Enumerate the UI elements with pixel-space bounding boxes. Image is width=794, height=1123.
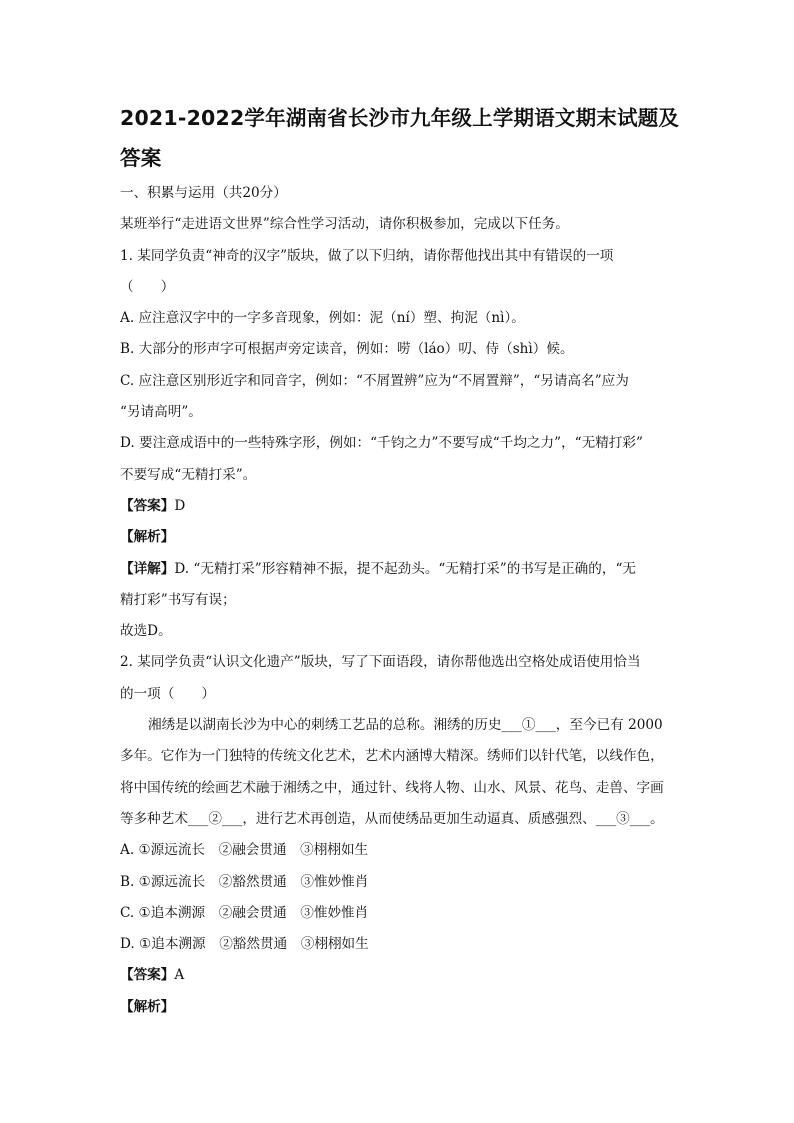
section-heading: 一、积累与运用（共20分） xyxy=(120,185,287,201)
answer-tag: 【答案】 xyxy=(120,497,175,514)
question-2 xyxy=(120,647,680,1023)
section-intro: 某班举行“走进语文世界”综合性学习活动，请你积极参加，完成以下任务。 xyxy=(120,216,569,233)
answer-value: D xyxy=(174,497,186,514)
analysis-tag: 【解析】 xyxy=(120,998,175,1015)
title-line-2: 答案 xyxy=(120,146,162,170)
question-1-option-c-line-1: C. 应注意区别形近字和同音字，例如：“不屑置辨”应为“不屑置辩”，“另请高名”应为 xyxy=(120,372,629,389)
answer-value: A xyxy=(174,967,185,984)
question-1-option-c-line-2: “另请高明”。 xyxy=(120,404,202,421)
question-2-analysis xyxy=(120,992,680,1023)
question-1-option-a: A. 应注意汉字中的一字多音现象，例如：泥（ní）塑、拘泥（nì）。 xyxy=(120,310,525,327)
question-2-passage-line-4: 等多种艺术___②___，进行艺术再创造，从而使绣品更加生动逼真、质感强烈、___③___。 xyxy=(120,810,664,827)
question-1-stem-line-2: （ ） xyxy=(120,278,175,295)
answer-tag: 【答案】 xyxy=(120,967,175,984)
detail-tag: 【详解】 xyxy=(120,560,175,577)
title-line-1: 2021-2022学年湖南省长沙市九年级上学期语文期末试题及 xyxy=(120,106,680,130)
question-2-passage-line-1: 湘绣是以湖南长沙为中心的刺绣工艺品的总称。湘绣的历史___①___，至今已有 2000 xyxy=(148,717,663,734)
document-page xyxy=(120,98,680,1023)
question-2-option-d: D. ①追本溯源 ②豁然贯通 ③栩栩如生 xyxy=(120,936,369,953)
question-1-analysis xyxy=(120,522,680,553)
question-1-option-d-line-2: 不要写成“无精打采”。 xyxy=(120,466,257,483)
question-1-detail-line-2: 精打彩”书写有误； xyxy=(120,591,236,608)
question-2-answer xyxy=(120,960,680,991)
analysis-tag: 【解析】 xyxy=(120,529,175,546)
question-1-option-b: B. 大部分的形声字可根据声旁定读音，例如：唠（láo）叨、侍（shì）候。 xyxy=(120,341,574,358)
question-1-answer xyxy=(120,491,680,522)
question-2-option-c: C. ①追本溯源 ②融会贯通 ③惟妙惟肖 xyxy=(120,904,369,921)
question-2-stem-line-1: 2. 某同学负责“认识文化遗产”版块，写了下面语段，请你帮他选出空格处成语使用恰当 xyxy=(120,654,641,671)
question-1-option-d-line-1: D. 要注意成语中的一些特殊字形，例如：“千钧之力”不要写成“千均之力”，“无精打彩” xyxy=(120,435,643,452)
question-2-option-a: A. ①源远流长 ②融会贯通 ③栩栩如生 xyxy=(120,842,369,859)
question-1-detail-line-1 xyxy=(120,554,680,585)
question-2-passage-line-2: 多年。它作为一门独特的传统文化艺术，艺术内涵博大精深。绣师们以针代笔，以线作色， xyxy=(120,748,664,765)
question-1-conclusion: 故选D。 xyxy=(120,623,172,640)
question-2-passage-line-3: 将中国传统的绘画艺术融于湘绣之中，通过针、线将人物、山水、风景、花鸟、走兽、字画 xyxy=(120,779,664,796)
question-1 xyxy=(120,241,680,648)
detail-text: D. “无精打采”形容精神不振，提不起劲头。“无精打采”的书写是正确的，“无 xyxy=(174,560,636,577)
question-1-stem-line-1: 1. 某同学负责“神奇的汉字”版块，做了以下归纳，请你帮他找出其中有错误的一项 xyxy=(120,247,614,264)
question-2-stem-line-2: 的一项（ ） xyxy=(120,685,216,702)
question-2-option-b: B. ①源远流长 ②豁然贯通 ③惟妙惟肖 xyxy=(120,873,369,890)
document-title xyxy=(120,98,680,178)
